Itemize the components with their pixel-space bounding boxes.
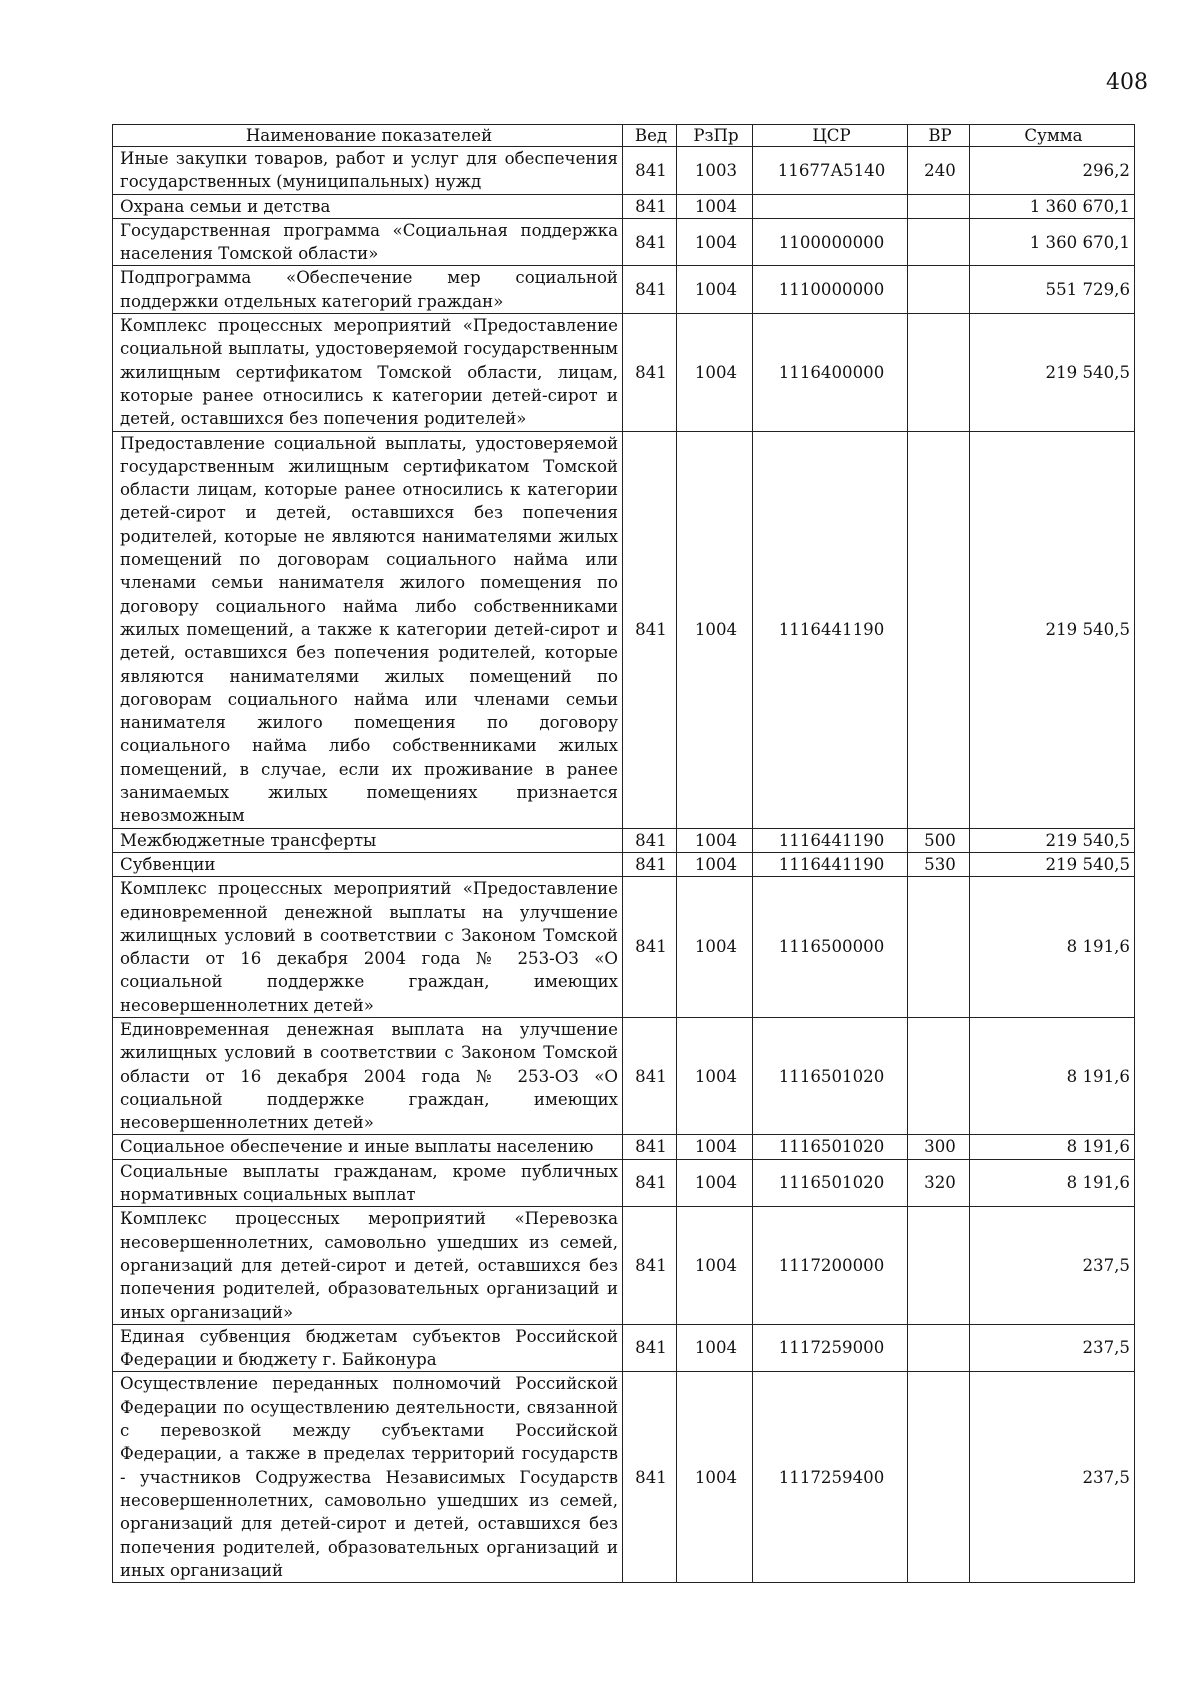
header-vr: ВР [908, 125, 970, 147]
row-rzpr: 1004 [677, 877, 753, 1018]
header-sum: Сумма [970, 125, 1135, 147]
row-name: Единовременная денежная выплата на улучшение жилищных условий в соответствии с Законом Томской области от 16 декабря 2004 года № 253-ОЗ «О социальной поддержке граждан, имеющих несовершеннолетних детей» [113, 1017, 623, 1134]
table-row [113, 828, 1135, 852]
row-name: Социальные выплаты гражданам, кроме публичных нормативных социальных выплат [113, 1159, 623, 1207]
row-rzpr: 1004 [677, 1017, 753, 1134]
row-name: Комплекс процессных мероприятий «Предоставление единовременной денежной выплаты на улучшение жилищных условий в соответствии с Законом Томской области от 16 декабря 2004 года № 253-ОЗ «О социальной поддержке граждан, имеющих несовершеннолетних детей» [113, 877, 623, 1018]
row-vr [908, 1017, 970, 1134]
table-row [113, 147, 1135, 195]
table-row [113, 877, 1135, 1018]
row-sum: 237,5 [970, 1324, 1135, 1372]
row-vr [908, 266, 970, 314]
row-rzpr: 1004 [677, 1135, 753, 1159]
table-row [113, 852, 1135, 876]
row-csr: 1116501020 [753, 1159, 908, 1207]
table-row [113, 218, 1135, 266]
row-csr: 1116501020 [753, 1017, 908, 1134]
row-rzpr: 1004 [677, 431, 753, 828]
row-vr: 320 [908, 1159, 970, 1207]
row-sum: 219 540,5 [970, 314, 1135, 431]
row-csr: 1110000000 [753, 266, 908, 314]
row-rzpr: 1004 [677, 194, 753, 218]
row-rzpr: 1004 [677, 1159, 753, 1207]
row-ved: 841 [623, 1159, 677, 1207]
row-vr: 240 [908, 147, 970, 195]
row-csr: 1117200000 [753, 1207, 908, 1324]
page-number: 408 [1106, 70, 1148, 95]
row-name: Подпрограмма «Обеспечение мер социальной поддержки отдельных категорий граждан» [113, 266, 623, 314]
row-sum: 219 540,5 [970, 828, 1135, 852]
row-name: Предоставление социальной выплаты, удостоверяемой государственным жилищным сертификатом Томской области лицам, которые ранее относились к категории детей-сирот и детей, оставшихся без попечения родителей, которые не являются нанимателями жилых помещений по договорам социального найма или членами семьи нанимателя жилого помещения по договору социального найма либо собственниками жилых помещений, а также к категории детей-сирот и детей, оставшихся без попечения родителей, которые являются нанимателями жилых помещений по договорам социального найма или членами семьи нанимателя жилого помещения по договору социального найма либо собственниками жилых помещений, в случае, если их проживание в ранее занимаемых жилых помещениях признается невозможным [113, 431, 623, 828]
row-rzpr: 1004 [677, 314, 753, 431]
row-sum: 237,5 [970, 1372, 1135, 1583]
row-ved: 841 [623, 1135, 677, 1159]
row-name: Субвенции [113, 852, 623, 876]
row-sum: 1 360 670,1 [970, 194, 1135, 218]
row-rzpr: 1004 [677, 852, 753, 876]
table-row [113, 1159, 1135, 1207]
row-csr [753, 194, 908, 218]
row-csr: 1117259000 [753, 1324, 908, 1372]
row-sum: 219 540,5 [970, 852, 1135, 876]
row-rzpr: 1003 [677, 147, 753, 195]
row-csr: 1116400000 [753, 314, 908, 431]
table-row [113, 194, 1135, 218]
row-vr [908, 314, 970, 431]
row-rzpr: 1004 [677, 1372, 753, 1583]
row-rzpr: 1004 [677, 266, 753, 314]
row-sum: 8 191,6 [970, 877, 1135, 1018]
header-rzpr: РзПр [677, 125, 753, 147]
table-header-row [113, 125, 1135, 147]
row-vr [908, 1324, 970, 1372]
row-ved: 841 [623, 194, 677, 218]
header-csr: ЦСР [753, 125, 908, 147]
row-ved: 841 [623, 1207, 677, 1324]
row-sum: 8 191,6 [970, 1017, 1135, 1134]
row-ved: 841 [623, 1372, 677, 1583]
row-csr: 1116441190 [753, 828, 908, 852]
row-ved: 841 [623, 147, 677, 195]
row-csr: 1116501020 [753, 1135, 908, 1159]
row-sum: 219 540,5 [970, 431, 1135, 828]
row-name: Комплекс процессных мероприятий «Предоставление социальной выплаты, удостоверяемой государственным жилищным сертификатом Томской области, лицам, которые ранее относились к категории детей-сирот и детей, оставшихся без попечения родителей» [113, 314, 623, 431]
row-vr: 500 [908, 828, 970, 852]
row-vr: 530 [908, 852, 970, 876]
row-vr: 300 [908, 1135, 970, 1159]
table-row [113, 431, 1135, 828]
budget-table [112, 124, 1135, 1583]
table-row [113, 1372, 1135, 1583]
row-name: Охрана семьи и детства [113, 194, 623, 218]
row-ved: 841 [623, 1324, 677, 1372]
row-sum: 8 191,6 [970, 1159, 1135, 1207]
row-ved: 841 [623, 431, 677, 828]
row-name: Межбюджетные трансферты [113, 828, 623, 852]
row-ved: 841 [623, 314, 677, 431]
row-name: Социальное обеспечение и иные выплаты населению [113, 1135, 623, 1159]
row-ved: 841 [623, 877, 677, 1018]
row-name: Единая субвенция бюджетам субъектов Российской Федерации и бюджету г. Байконура [113, 1324, 623, 1372]
row-csr: 1116441190 [753, 431, 908, 828]
table-row [113, 314, 1135, 431]
row-vr [908, 877, 970, 1018]
table-row [113, 1324, 1135, 1372]
row-csr: 1116441190 [753, 852, 908, 876]
row-vr [908, 194, 970, 218]
row-ved: 841 [623, 1017, 677, 1134]
row-csr: 11677А5140 [753, 147, 908, 195]
row-ved: 841 [623, 218, 677, 266]
row-sum: 551 729,6 [970, 266, 1135, 314]
row-sum: 237,5 [970, 1207, 1135, 1324]
row-vr [908, 431, 970, 828]
row-csr: 1116500000 [753, 877, 908, 1018]
row-sum: 296,2 [970, 147, 1135, 195]
row-rzpr: 1004 [677, 1324, 753, 1372]
header-name: Наименование показателей [113, 125, 623, 147]
row-name: Государственная программа «Социальная поддержка населения Томской области» [113, 218, 623, 266]
row-ved: 841 [623, 266, 677, 314]
header-ved: Вед [623, 125, 677, 147]
row-csr: 1117259400 [753, 1372, 908, 1583]
row-rzpr: 1004 [677, 828, 753, 852]
table-row [113, 1207, 1135, 1324]
row-name: Комплекс процессных мероприятий «Перевозка несовершеннолетних, самовольно ушедших из семей, организаций для детей-сирот и детей, оставшихся без попечения родителей, образовательных организаций и иных организаций» [113, 1207, 623, 1324]
row-name: Осуществление переданных полномочий Российской Федерации по осуществлению деятельности, связанной с перевозкой между субъектами Российской Федерации, а также в пределах территорий государств - участников Содружества Независимых Государств несовершеннолетних, самовольно ушедших из семей, организаций для детей-сирот и детей, оставшихся без попечения родителей, образовательных организаций и иных организаций [113, 1372, 623, 1583]
row-name: Иные закупки товаров, работ и услуг для обеспечения государственных (муниципальных) нужд [113, 147, 623, 195]
table-row [113, 1017, 1135, 1134]
row-rzpr: 1004 [677, 1207, 753, 1324]
table-row [113, 266, 1135, 314]
row-vr [908, 218, 970, 266]
row-ved: 841 [623, 828, 677, 852]
row-vr [908, 1372, 970, 1583]
row-vr [908, 1207, 970, 1324]
row-sum: 1 360 670,1 [970, 218, 1135, 266]
row-csr: 1100000000 [753, 218, 908, 266]
row-ved: 841 [623, 852, 677, 876]
table-row [113, 1135, 1135, 1159]
row-sum: 8 191,6 [970, 1135, 1135, 1159]
row-rzpr: 1004 [677, 218, 753, 266]
